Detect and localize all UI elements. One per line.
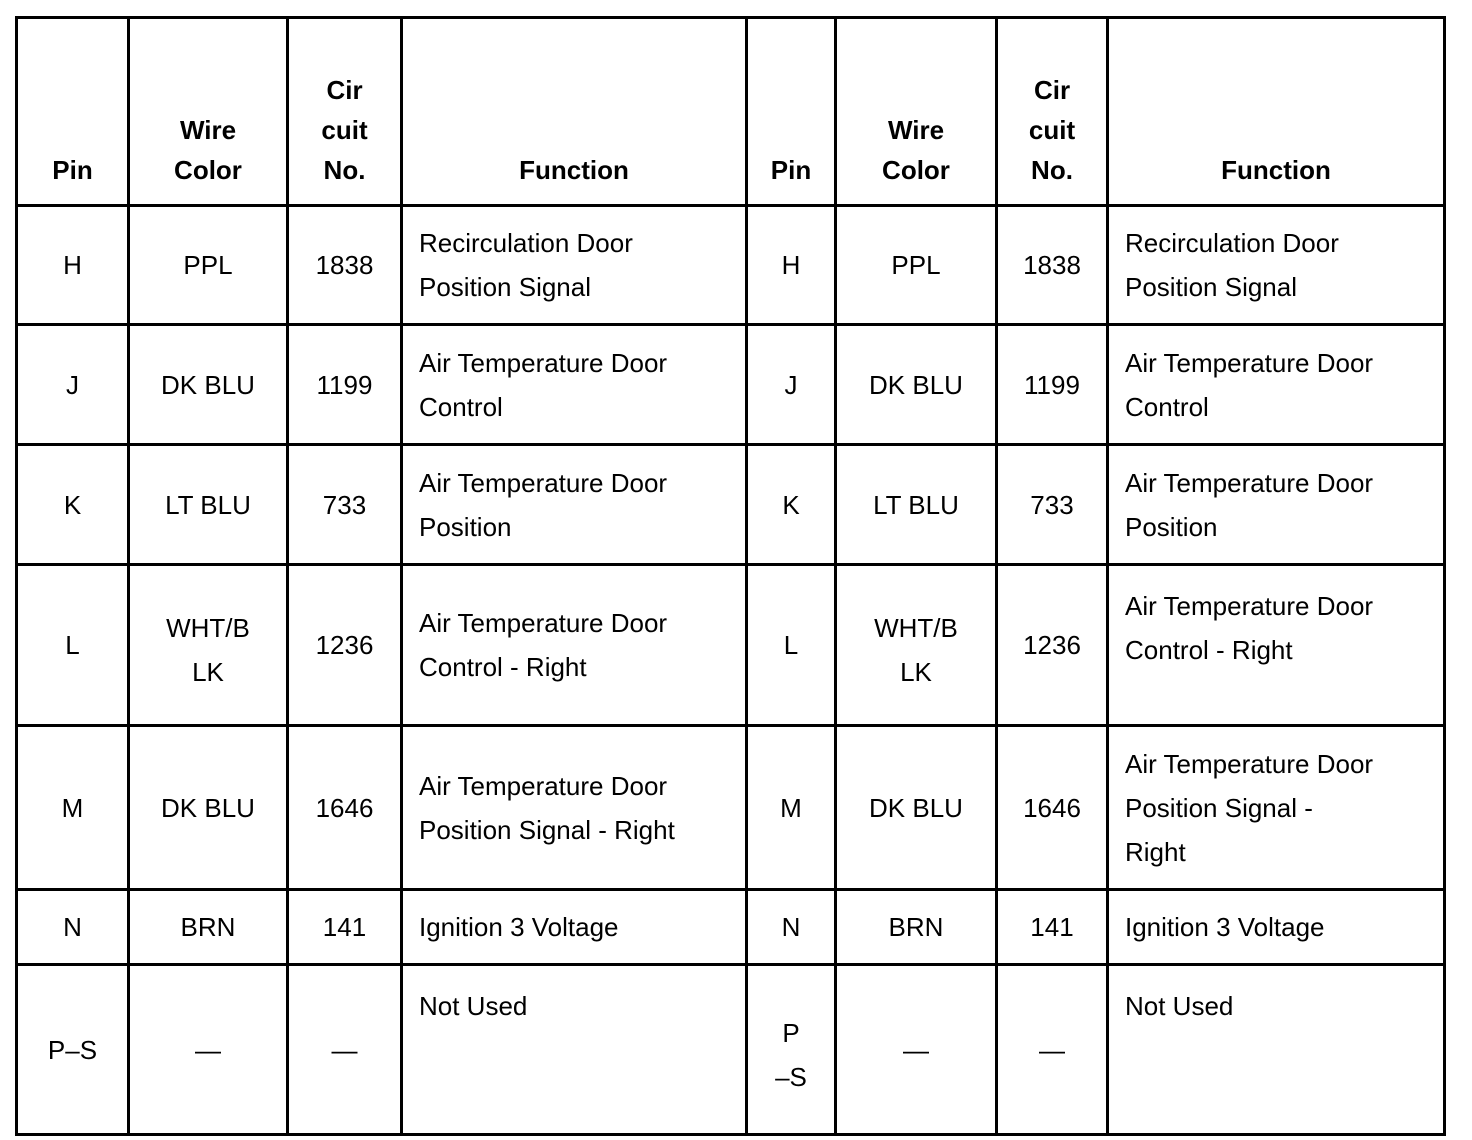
pin-cell: L <box>17 565 129 726</box>
function-cell: Air Temperature Door Control - Right <box>1108 565 1445 726</box>
function-cell: Air Temperature Door Position <box>402 445 747 565</box>
pin-cell: N <box>17 890 129 965</box>
function-cell: Air Temperature Door Control - Right <box>402 565 747 726</box>
pin-cell: J <box>17 325 129 445</box>
table-row <box>17 726 1445 890</box>
function-cell: Ignition 3 Voltage <box>402 890 747 965</box>
wire-color-cell: WHT/B LK <box>129 565 288 726</box>
circuit-cell: 1199 <box>997 325 1108 445</box>
pin-cell: M <box>747 726 836 890</box>
wire-color-cell: DK BLU <box>129 325 288 445</box>
wire-color-cell: LT BLU <box>836 445 997 565</box>
circuit-cell: 1838 <box>997 206 1108 325</box>
wire-color-cell: DK BLU <box>129 726 288 890</box>
header-pin: Pin <box>747 18 836 206</box>
wire-color-cell: DK BLU <box>836 726 997 890</box>
pin-cell: K <box>17 445 129 565</box>
pin-cell: M <box>17 726 129 890</box>
function-cell: Not Used <box>1108 965 1445 1135</box>
table-row <box>17 206 1445 325</box>
header-circuit-no: Cir cuit No. <box>288 18 402 206</box>
circuit-cell: 1199 <box>288 325 402 445</box>
wire-color-cell: PPL <box>836 206 997 325</box>
circuit-cell: — <box>288 965 402 1135</box>
circuit-cell: 1646 <box>997 726 1108 890</box>
circuit-cell: 733 <box>288 445 402 565</box>
header-wire-color: Wire Color <box>129 18 288 206</box>
header-row <box>17 18 1445 206</box>
function-cell: Air Temperature Door Control <box>1108 325 1445 445</box>
circuit-cell: 1646 <box>288 726 402 890</box>
table-row <box>17 565 1445 726</box>
wire-color-cell: — <box>836 965 997 1135</box>
circuit-cell: — <box>997 965 1108 1135</box>
pin-cell: K <box>747 445 836 565</box>
function-cell: Air Temperature Door Position Signal - Right <box>402 726 747 890</box>
pin-cell: N <box>747 890 836 965</box>
pin-cell: P–S <box>17 965 129 1135</box>
circuit-cell: 733 <box>997 445 1108 565</box>
wire-color-cell: LT BLU <box>129 445 288 565</box>
header-function: Function <box>1108 18 1445 206</box>
function-cell: Ignition 3 Voltage <box>1108 890 1445 965</box>
wire-color-cell: BRN <box>836 890 997 965</box>
function-cell: Air Temperature Door Position Signal - Right <box>1108 726 1445 890</box>
function-cell: Recirculation Door Position Signal <box>1108 206 1445 325</box>
wire-color-cell: — <box>129 965 288 1135</box>
function-cell: Air Temperature Door Control <box>402 325 747 445</box>
wire-color-cell: WHT/B LK <box>836 565 997 726</box>
pin-cell: P –S <box>747 965 836 1135</box>
pin-cell: H <box>747 206 836 325</box>
table-row <box>17 445 1445 565</box>
pin-cell: H <box>17 206 129 325</box>
wire-color-cell: PPL <box>129 206 288 325</box>
circuit-cell: 1838 <box>288 206 402 325</box>
function-cell: Not Used <box>402 965 747 1135</box>
connector-pinout-table <box>15 16 1446 1136</box>
header-wire-color: Wire Color <box>836 18 997 206</box>
wire-color-cell: BRN <box>129 890 288 965</box>
wire-color-cell: DK BLU <box>836 325 997 445</box>
circuit-cell: 1236 <box>997 565 1108 726</box>
table-row <box>17 325 1445 445</box>
pin-cell: L <box>747 565 836 726</box>
header-circuit-no: Cir cuit No. <box>997 18 1108 206</box>
pin-cell: J <box>747 325 836 445</box>
circuit-cell: 1236 <box>288 565 402 726</box>
table-row <box>17 965 1445 1135</box>
header-pin: Pin <box>17 18 129 206</box>
circuit-cell: 141 <box>288 890 402 965</box>
circuit-cell: 141 <box>997 890 1108 965</box>
function-cell: Air Temperature Door Position <box>1108 445 1445 565</box>
header-function: Function <box>402 18 747 206</box>
function-cell: Recirculation Door Position Signal <box>402 206 747 325</box>
table-row <box>17 890 1445 965</box>
